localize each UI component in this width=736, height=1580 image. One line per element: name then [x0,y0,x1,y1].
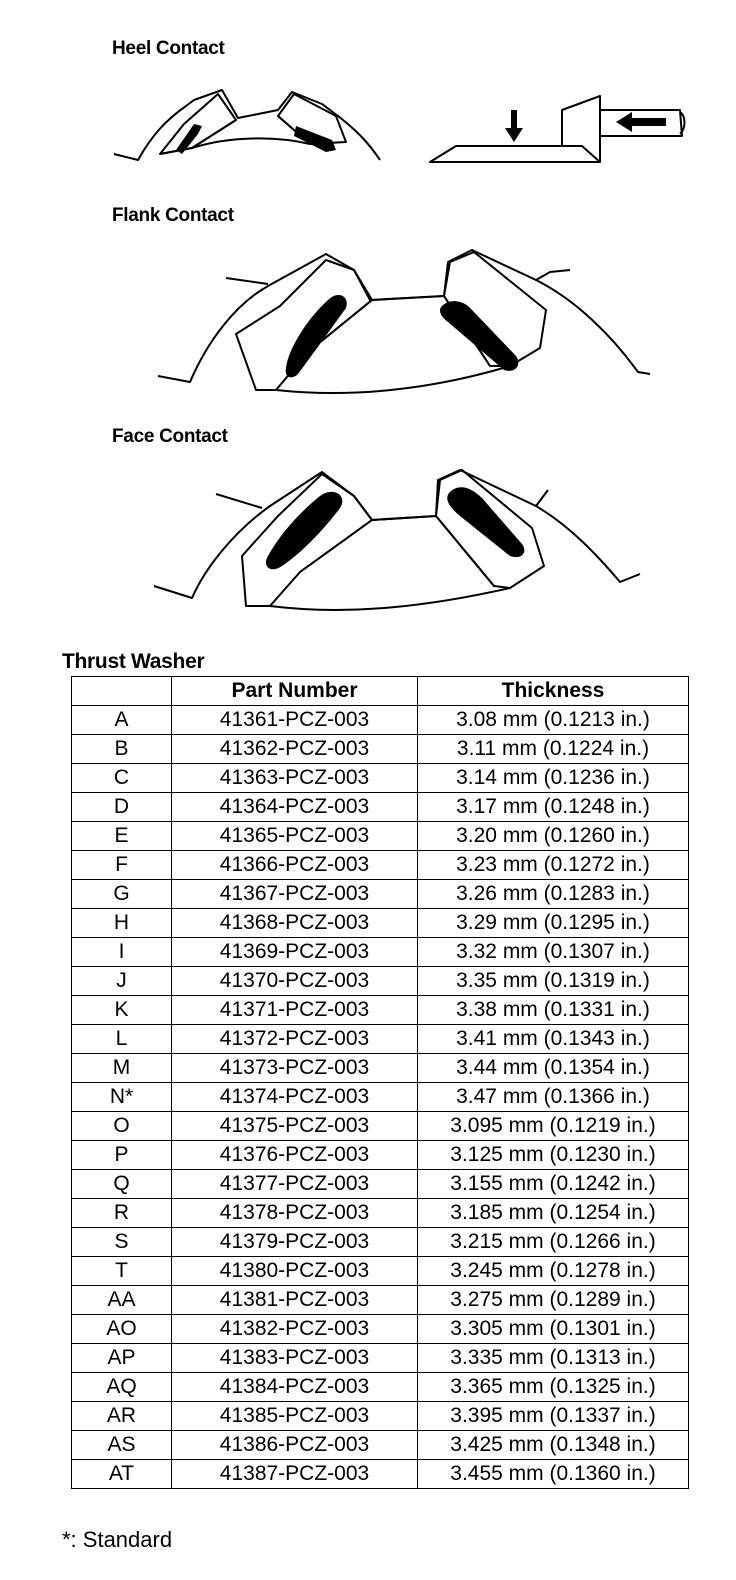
table-row [72,1112,689,1141]
part-number-cell: 41381-PCZ-003 [172,1286,418,1315]
part-number-cell: 41366-PCZ-003 [172,851,418,880]
thickness-cell: 3.155 mm (0.1242 in.) [418,1170,689,1199]
part-number-cell: 41367-PCZ-003 [172,880,418,909]
thrust-washer-title: Thrust Washer [62,650,205,673]
table-row [72,1286,689,1315]
part-number-cell: 41379-PCZ-003 [172,1228,418,1257]
washer-letter-cell: T [72,1257,172,1286]
part-number-cell: 41378-PCZ-003 [172,1199,418,1228]
part-number-cell: 41383-PCZ-003 [172,1344,418,1373]
table-row [72,967,689,996]
thickness-cell: 3.47 mm (0.1366 in.) [418,1083,689,1112]
washer-letter-cell: AR [72,1402,172,1431]
washer-letter-cell: AT [72,1460,172,1489]
washer-letter-cell: Q [72,1170,172,1199]
thickness-cell: 3.35 mm (0.1319 in.) [418,967,689,996]
washer-letter-cell: AQ [72,1373,172,1402]
table-row [72,1083,689,1112]
table-row [72,1373,689,1402]
table-row [72,1402,689,1431]
part-number-cell: 41373-PCZ-003 [172,1054,418,1083]
table-row [72,909,689,938]
part-number-cell: 41364-PCZ-003 [172,793,418,822]
washer-letter-cell: I [72,938,172,967]
heel-contact-diagram [100,80,700,185]
heel-contact-label: Heel Contact [112,38,225,59]
washer-letter-cell: L [72,1025,172,1054]
thickness-cell: 3.44 mm (0.1354 in.) [418,1054,689,1083]
header-thickness: Thickness [418,677,689,706]
washer-letter-cell: AO [72,1315,172,1344]
washer-letter-cell: D [72,793,172,822]
table-row [72,793,689,822]
part-number-cell: 41361-PCZ-003 [172,706,418,735]
thickness-cell: 3.08 mm (0.1213 in.) [418,706,689,735]
thickness-cell: 3.32 mm (0.1307 in.) [418,938,689,967]
washer-letter-cell: H [72,909,172,938]
table-row [72,1344,689,1373]
part-number-cell: 41384-PCZ-003 [172,1373,418,1402]
washer-letter-cell: O [72,1112,172,1141]
washer-letter-cell: F [72,851,172,880]
table-row [72,1170,689,1199]
part-number-cell: 41382-PCZ-003 [172,1315,418,1344]
part-number-cell: 41387-PCZ-003 [172,1460,418,1489]
face-contact-diagram [150,456,650,628]
thickness-cell: 3.26 mm (0.1283 in.) [418,880,689,909]
part-number-cell: 41368-PCZ-003 [172,909,418,938]
part-number-cell: 41363-PCZ-003 [172,764,418,793]
thickness-cell: 3.455 mm (0.1360 in.) [418,1460,689,1489]
table-row [72,1025,689,1054]
washer-letter-cell: K [72,996,172,1025]
flank-contact-diagram [150,240,650,410]
table-row [72,735,689,764]
thickness-cell: 3.29 mm (0.1295 in.) [418,909,689,938]
table-row [72,1141,689,1170]
part-number-cell: 41372-PCZ-003 [172,1025,418,1054]
thickness-cell: 3.38 mm (0.1331 in.) [418,996,689,1025]
table-row [72,1199,689,1228]
table-row [72,851,689,880]
thrust-washer-rows [72,706,689,1489]
washer-letter-cell: B [72,735,172,764]
part-number-cell: 41377-PCZ-003 [172,1170,418,1199]
thickness-cell: 3.23 mm (0.1272 in.) [418,851,689,880]
thickness-cell: 3.11 mm (0.1224 in.) [418,735,689,764]
washer-letter-cell: AA [72,1286,172,1315]
table-row [72,1315,689,1344]
thickness-cell: 3.305 mm (0.1301 in.) [418,1315,689,1344]
table-row [72,938,689,967]
table-row [72,1431,689,1460]
table-header-row [72,677,689,706]
table-row [72,1257,689,1286]
washer-letter-cell: C [72,764,172,793]
washer-letter-cell: AS [72,1431,172,1460]
thickness-cell: 3.335 mm (0.1313 in.) [418,1344,689,1373]
thickness-cell: 3.185 mm (0.1254 in.) [418,1199,689,1228]
part-number-cell: 41380-PCZ-003 [172,1257,418,1286]
table-row [72,880,689,909]
standard-footnote: *: Standard [62,1527,173,1552]
thickness-cell: 3.095 mm (0.1219 in.) [418,1112,689,1141]
part-number-cell: 41362-PCZ-003 [172,735,418,764]
thickness-cell: 3.275 mm (0.1289 in.) [418,1286,689,1315]
thickness-cell: 3.365 mm (0.1325 in.) [418,1373,689,1402]
washer-letter-cell: N* [72,1083,172,1112]
part-number-cell: 41370-PCZ-003 [172,967,418,996]
thickness-cell: 3.215 mm (0.1266 in.) [418,1228,689,1257]
part-number-cell: 41386-PCZ-003 [172,1431,418,1460]
washer-letter-cell: G [72,880,172,909]
washer-letter-cell: R [72,1199,172,1228]
thickness-cell: 3.125 mm (0.1230 in.) [418,1141,689,1170]
part-number-cell: 41369-PCZ-003 [172,938,418,967]
part-number-cell: 41376-PCZ-003 [172,1141,418,1170]
part-number-cell: 41374-PCZ-003 [172,1083,418,1112]
washer-letter-cell: P [72,1141,172,1170]
part-number-cell: 41371-PCZ-003 [172,996,418,1025]
header-part-number: Part Number [172,677,418,706]
table-row [72,996,689,1025]
washer-letter-cell: AP [72,1344,172,1373]
thickness-cell: 3.395 mm (0.1337 in.) [418,1402,689,1431]
table-row [72,1228,689,1257]
face-contact-label: Face Contact [112,426,228,447]
washer-letter-cell: E [72,822,172,851]
table-row [72,1054,689,1083]
washer-letter-cell: M [72,1054,172,1083]
thickness-cell: 3.14 mm (0.1236 in.) [418,764,689,793]
thickness-cell: 3.245 mm (0.1278 in.) [418,1257,689,1286]
thrust-washer-table [71,676,689,1489]
header-letter [72,677,172,706]
flank-contact-label: Flank Contact [112,205,234,226]
table-row [72,822,689,851]
washer-letter-cell: A [72,706,172,735]
thickness-cell: 3.425 mm (0.1348 in.) [418,1431,689,1460]
table-row [72,706,689,735]
part-number-cell: 41385-PCZ-003 [172,1402,418,1431]
washer-letter-cell: J [72,967,172,996]
thickness-cell: 3.41 mm (0.1343 in.) [418,1025,689,1054]
table-row [72,764,689,793]
washer-letter-cell: S [72,1228,172,1257]
thickness-cell: 3.20 mm (0.1260 in.) [418,822,689,851]
part-number-cell: 41375-PCZ-003 [172,1112,418,1141]
table-row [72,1460,689,1489]
part-number-cell: 41365-PCZ-003 [172,822,418,851]
thickness-cell: 3.17 mm (0.1248 in.) [418,793,689,822]
